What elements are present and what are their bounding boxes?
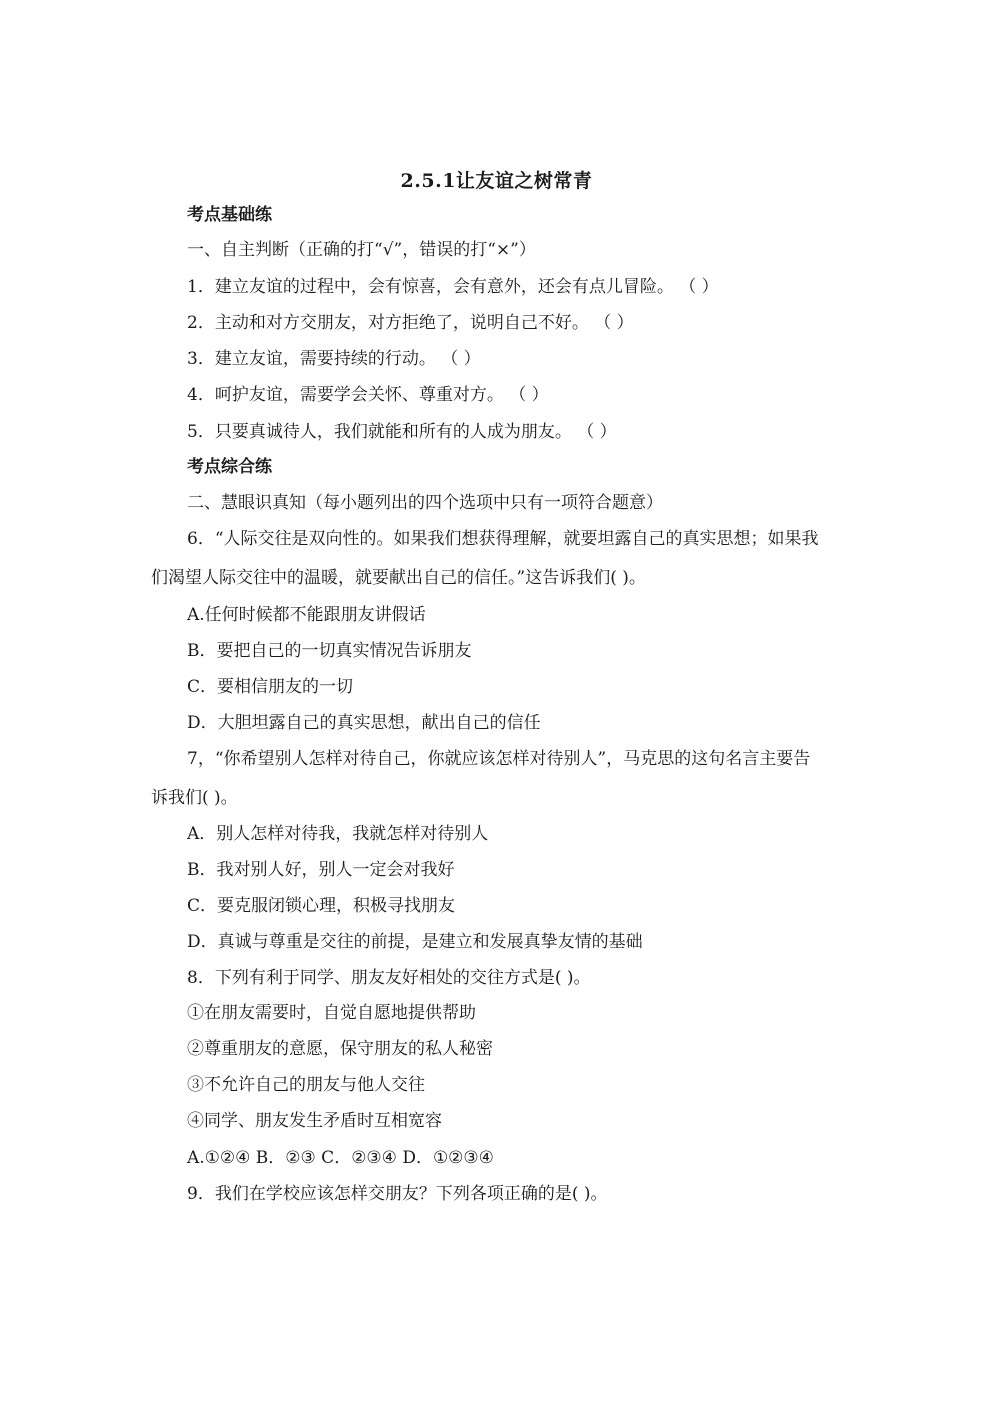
question-6-option-b: B．要把自己的一切真实情况告诉朋友 [187,641,472,661]
page-title: 2.5.1让友谊之树常青 [400,170,593,192]
question-8-statement-2: ②尊重朋友的意愿，保守朋友的私人秘密 [187,1039,493,1059]
question-6-option-a: A.任何时候都不能跟朋友讲假话 [187,605,426,625]
question-7-line-1: 7，“你希望别人怎样对待自己，你就应该怎样对待别人”，马克思的这句名言主要告 [187,749,811,769]
question-8-line-1: 8．下列有利于同学、朋友友好相处的交往方式是( )。 [187,968,591,988]
judgment-item-2: 2．主动和对方交朋友，对方拒绝了，说明自己不好。 （ ） [187,313,634,333]
question-7-option-d: D．真诚与尊重是交往的前提，是建立和发展真挚友情的基础 [187,932,643,952]
section-instruction-choice: 二、慧眼识真知（每小题列出的四个选项中只有一项符合题意） [187,493,663,513]
judgment-item-4: 4．呵护友谊，需要学会关怀、尊重对方。 （ ） [187,385,549,405]
question-7-line-2: 诉我们( )。 [151,788,238,808]
question-7-option-c: C．要克服闭锁心理，积极寻找朋友 [187,896,456,916]
question-8-statement-4: ④同学、朋友发生矛盾时互相宽容 [187,1111,442,1131]
question-7-option-a: A．别人怎样对待我，我就怎样对待别人 [187,824,489,844]
question-6-line-2: 们渴望人际交往中的温暖，就要献出自己的信任。”这告诉我们( )。 [151,568,646,588]
question-6-line-1: 6．“人际交往是双向性的。如果我们想获得理解，就要坦露自己的真实思想；如果我 [187,529,819,549]
question-8-statement-1: ①在朋友需要时，自觉自愿地提供帮助 [187,1003,476,1023]
judgment-item-5: 5．只要真诚待人，我们就能和所有的人成为朋友。 （ ） [187,422,617,442]
question-9-line-1: 9．我们在学校应该怎样交朋友？下列各项正确的是( )。 [187,1184,608,1204]
section-heading-basic: 考点基础练 [187,205,272,225]
question-8-statement-3: ③不允许自己的朋友与他人交往 [187,1075,425,1095]
question-6-option-d: D．大胆坦露自己的真实思想，献出自己的信任 [187,713,541,733]
judgment-item-3: 3．建立友谊，需要持续的行动。 （ ） [187,349,481,369]
question-6-option-c: C．要相信朋友的一切 [187,677,354,697]
section-instruction-judgment: 一、自主判断（正确的打“√”，错误的打“×”） [187,240,536,260]
section-heading-comprehensive: 考点综合练 [187,457,272,477]
question-8-options: A.①②④ B．②③ C．②③④ D．①②③④ [187,1148,494,1168]
judgment-item-1: 1．建立友谊的过程中，会有惊喜，会有意外，还会有点儿冒险。 （ ） [187,277,719,297]
question-7-option-b: B．我对别人好，别人一定会对我好 [187,860,455,880]
